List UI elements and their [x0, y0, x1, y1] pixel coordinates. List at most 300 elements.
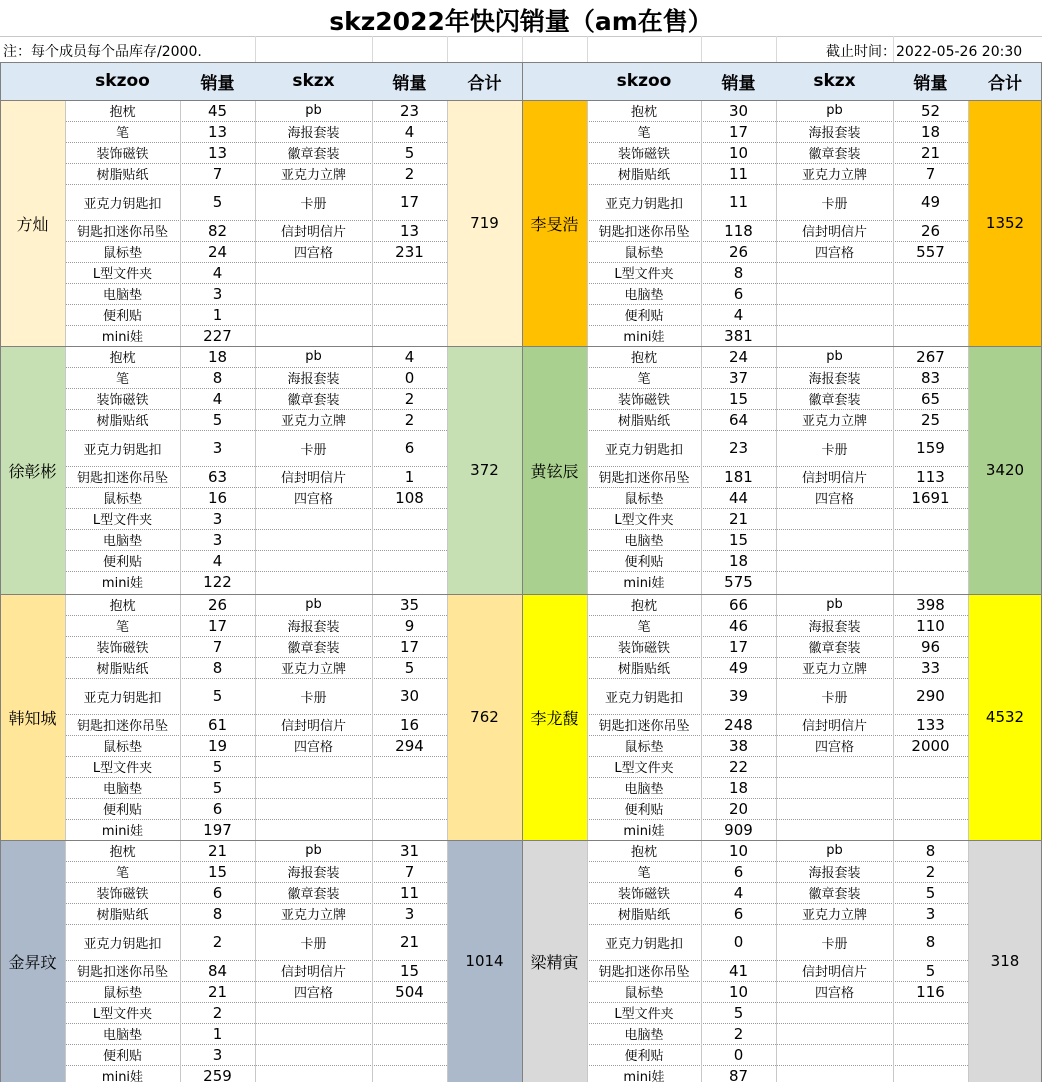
skzoo-item: L型文件夹: [614, 761, 674, 776]
column-divider: [180, 346, 181, 594]
skzoo-sales: 87: [728, 1066, 749, 1085]
skzoo-item: 笔: [637, 372, 651, 387]
column-divider: [180, 840, 181, 1082]
header-sales: 销量: [200, 73, 235, 94]
skzoo-item: 树脂贴纸: [617, 168, 670, 183]
skzoo-sales: 61: [207, 715, 228, 734]
skzoo-item: 笔: [115, 372, 129, 387]
member-name: 李龙馥: [530, 708, 579, 728]
header-sales: 销量: [392, 73, 427, 94]
skzx-item: pb: [305, 349, 322, 364]
skzoo-item: 鼠标垫: [624, 740, 664, 755]
skzoo-sales: 122: [203, 572, 232, 591]
header-top-line: [0, 62, 1042, 63]
skzoo-item: 电脑垫: [624, 782, 664, 797]
skzx-sales: 83: [920, 368, 941, 387]
skzx-sales: 557: [916, 242, 945, 261]
column-divider: [776, 100, 777, 346]
skzx-sales: 116: [916, 982, 945, 1001]
skzx-item: 卡册: [300, 690, 327, 706]
skzoo-item: 鼠标垫: [624, 492, 664, 507]
skzx-sales: 8: [925, 933, 936, 951]
column-divider: [893, 346, 894, 594]
skzx-sales: 52: [920, 101, 941, 120]
sheet-title: skz2022年快闪销量（am在售）: [329, 7, 713, 36]
column-divider: [893, 100, 894, 346]
skzoo-item: 抱枕: [109, 105, 136, 120]
column-divider: [447, 346, 448, 594]
skzoo-sales: 259: [203, 1066, 232, 1085]
member-total: 4532: [985, 708, 1025, 726]
skzoo-item: 装饰磁铁: [617, 887, 670, 902]
skzx-sales: 0: [404, 368, 415, 387]
skzoo-sales: 5: [212, 410, 223, 429]
skzoo-sales: 3: [212, 284, 223, 303]
skzoo-item: L型文件夹: [92, 267, 153, 282]
column-divider: [968, 100, 969, 346]
skzx-sales: 21: [920, 143, 941, 162]
skzx-item: 卡册: [300, 442, 327, 458]
note-text: 注：每个成员每个品库存/2000.: [3, 44, 202, 60]
note-row-divider: [447, 36, 448, 62]
header-skzx: skzx: [813, 71, 856, 91]
skzoo-item: 装饰磁铁: [96, 147, 149, 162]
column-divider: [65, 100, 66, 346]
skzoo-item: 便利贴: [624, 803, 664, 818]
skzoo-item: 抱枕: [630, 351, 657, 366]
column-divider: [701, 346, 702, 594]
skzoo-sales: 66: [728, 595, 749, 614]
skzoo-sales: 11: [728, 164, 749, 183]
skzoo-sales: 381: [724, 326, 753, 345]
skzoo-sales: 575: [724, 572, 753, 591]
skzx-sales: 1691: [911, 488, 950, 507]
block-divider: [0, 100, 1042, 101]
column-divider: [776, 594, 777, 840]
left-border: [0, 62, 1, 1082]
skzoo-item: L型文件夹: [614, 513, 674, 528]
skzoo-item: mini娃: [623, 1070, 665, 1085]
skzoo-item: 钥匙扣迷你吊坠: [76, 471, 168, 486]
skzx-sales: 26: [920, 221, 941, 240]
skzoo-item: mini娃: [623, 330, 665, 345]
skzx-item: 海报套装: [808, 620, 861, 635]
skzx-item: 卡册: [821, 442, 848, 458]
skzoo-sales: 41: [728, 961, 749, 980]
member-name: 梁精寅: [530, 952, 579, 972]
column-divider: [968, 840, 969, 1082]
member-name: 徐彰彬: [8, 461, 57, 481]
skzx-item: 四宫格: [293, 246, 333, 261]
skzoo-sales: 6: [733, 284, 744, 303]
center-divider: [522, 62, 523, 1082]
skzoo-item: 装饰磁铁: [617, 641, 670, 656]
skzoo-item: mini娃: [623, 576, 665, 591]
skzx-sales: 15: [399, 961, 420, 980]
skzoo-sales: 17: [207, 616, 228, 635]
skzoo-item: 装饰磁铁: [96, 393, 149, 408]
skzoo-sales: 2: [212, 1003, 223, 1022]
skzoo-sales: 46: [728, 616, 749, 635]
skzx-item: 海报套装: [808, 866, 861, 881]
skzx-item: 信封明信片: [280, 471, 346, 486]
skzoo-item: 电脑垫: [102, 288, 142, 303]
member-total: 372: [470, 461, 499, 479]
skzoo-sales: 18: [207, 347, 228, 366]
skzx-item: 亚克力立牌: [801, 168, 867, 183]
skzoo-item: 鼠标垫: [624, 246, 664, 261]
skzoo-item: 鼠标垫: [102, 246, 142, 261]
skzx-sales: 25: [920, 410, 941, 429]
skzx-sales: 33: [920, 658, 941, 677]
skzoo-sales: 19: [207, 736, 228, 755]
skzx-item: 四宫格: [293, 740, 333, 755]
skzx-item: pb: [826, 349, 843, 364]
skzx-sales: 23: [399, 101, 420, 120]
skzx-sales: 504: [395, 982, 424, 1001]
note-top-line: [0, 36, 1042, 37]
skzoo-sales: 8: [212, 904, 223, 923]
skzx-sales: 49: [920, 193, 941, 211]
column-divider: [776, 840, 777, 1082]
skzoo-item: 钥匙扣迷你吊坠: [76, 225, 168, 240]
skzx-item: 信封明信片: [280, 965, 346, 980]
skzoo-item: 笔: [637, 866, 651, 881]
skzx-item: 信封明信片: [280, 719, 346, 734]
skzx-item: 海报套装: [287, 126, 340, 141]
header-skzx: skzx: [292, 71, 335, 91]
skzx-item: 亚克力立牌: [801, 662, 867, 677]
skzx-item: pb: [305, 597, 322, 612]
column-divider: [255, 346, 256, 594]
skzoo-sales: 4: [212, 551, 223, 570]
skzoo-sales: 21: [207, 841, 228, 860]
skzoo-item: 抱枕: [630, 599, 657, 614]
member-total: 318: [990, 952, 1020, 970]
column-divider: [372, 346, 373, 594]
skzoo-item: 电脑垫: [102, 534, 142, 549]
skzoo-item: 便利贴: [102, 309, 142, 324]
skzoo-sales: 38: [728, 736, 749, 755]
skzx-item: 徽章套装: [808, 393, 861, 408]
column-divider: [701, 594, 702, 840]
skzx-item: 亚克力立牌: [280, 414, 346, 429]
skzoo-sales: 5: [733, 1003, 744, 1022]
skzoo-item: 树脂贴纸: [96, 662, 149, 677]
skzx-item: pb: [305, 103, 322, 118]
skzoo-sales: 63: [207, 467, 228, 486]
skzx-item: pb: [826, 843, 843, 858]
skzoo-item: mini娃: [101, 824, 144, 839]
note-row-divider: [701, 36, 702, 62]
skzx-sales: 3: [925, 904, 936, 923]
skzoo-sales: 1: [212, 1024, 223, 1043]
skzoo-sales: 5: [212, 778, 223, 797]
skzoo-sales: 13: [207, 122, 228, 141]
skzoo-item: 亚克力钥匙扣: [83, 196, 162, 212]
skzoo-sales: 227: [203, 326, 232, 345]
column-divider: [968, 346, 969, 594]
skzx-sales: 5: [404, 658, 415, 677]
skzoo-item: 亚克力钥匙扣: [83, 936, 162, 952]
skzoo-item: 笔: [115, 126, 129, 141]
skzx-sales: 9: [404, 616, 415, 635]
skzoo-sales: 64: [728, 410, 749, 429]
skzoo-sales: 4: [733, 883, 744, 902]
skzx-item: 信封明信片: [801, 225, 867, 240]
skzoo-item: 钥匙扣迷你吊坠: [598, 225, 690, 240]
member-total: 3420: [985, 461, 1025, 479]
skzx-sales: 65: [920, 389, 941, 408]
skzx-sales: 2: [404, 389, 415, 408]
note-row-divider: [372, 36, 373, 62]
skzoo-sales: 11: [728, 193, 749, 211]
skzoo-sales: 2: [212, 933, 223, 951]
skzx-sales: 159: [916, 439, 945, 457]
note-row-divider: [776, 36, 777, 62]
skzx-item: 徽章套装: [287, 641, 340, 656]
header-skzoo: skzoo: [95, 71, 150, 91]
skzoo-sales: 7: [212, 637, 223, 656]
skzoo-sales: 8: [212, 658, 223, 677]
skzx-item: 海报套装: [287, 372, 340, 387]
skzoo-item: 树脂贴纸: [617, 414, 670, 429]
skzx-item: 徽章套装: [287, 393, 340, 408]
skzx-item: 四宫格: [814, 246, 854, 261]
skzx-sales: 16: [399, 715, 420, 734]
skzx-item: 徽章套装: [808, 887, 861, 902]
skzoo-sales: 10: [728, 841, 749, 860]
skzoo-item: 便利贴: [102, 1049, 142, 1064]
skzoo-item: L型文件夹: [614, 267, 674, 282]
skzoo-item: 便利贴: [624, 1049, 664, 1064]
skzoo-sales: 4: [212, 263, 223, 282]
skzoo-item: 亚克力钥匙扣: [604, 690, 683, 706]
skzoo-sales: 21: [207, 982, 228, 1001]
skzoo-sales: 26: [207, 595, 228, 614]
skzoo-item: 钥匙扣迷你吊坠: [598, 471, 690, 486]
skzoo-sales: 49: [728, 658, 749, 677]
skzx-sales: 231: [395, 242, 424, 261]
skzoo-item: 钥匙扣迷你吊坠: [598, 719, 690, 734]
skzoo-item: L型文件夹: [92, 513, 153, 528]
skzoo-sales: 26: [728, 242, 749, 261]
header-total: 合计: [988, 73, 1022, 94]
skzx-item: 徽章套装: [808, 641, 861, 656]
column-divider: [255, 840, 256, 1082]
column-divider: [587, 840, 588, 1082]
block-divider: [0, 594, 1042, 595]
skzx-sales: 110: [916, 616, 945, 635]
skzx-item: 海报套装: [287, 866, 340, 881]
skzoo-item: 鼠标垫: [102, 492, 142, 507]
skzoo-sales: 17: [728, 637, 749, 656]
skzoo-item: 树脂贴纸: [96, 414, 149, 429]
note-row-divider: [587, 36, 588, 62]
skzoo-item: 便利贴: [102, 555, 142, 570]
column-divider: [701, 100, 702, 346]
skzoo-item: 笔: [637, 126, 651, 141]
skzoo-item: 装饰磁铁: [617, 393, 670, 408]
skzx-item: 四宫格: [814, 740, 854, 755]
skzx-item: 四宫格: [814, 986, 854, 1001]
skzoo-sales: 8: [733, 263, 744, 282]
skzoo-sales: 37: [728, 368, 749, 387]
skzoo-item: 电脑垫: [624, 534, 664, 549]
note-row-divider: [255, 36, 256, 62]
note-row-divider: [522, 36, 523, 62]
skzx-item: 卡册: [821, 196, 848, 212]
skzx-sales: 290: [916, 687, 945, 705]
skzoo-sales: 21: [728, 509, 749, 528]
skzx-sales: 7: [404, 862, 415, 881]
skzoo-sales: 30: [728, 101, 749, 120]
skzoo-item: 装饰磁铁: [617, 147, 670, 162]
skzoo-item: 抱枕: [109, 599, 136, 614]
skzoo-sales: 0: [733, 1045, 744, 1064]
skzoo-item: 树脂贴纸: [96, 908, 149, 923]
skzoo-item: 钥匙扣迷你吊坠: [598, 965, 690, 980]
skzoo-item: 鼠标垫: [102, 986, 142, 1001]
skzoo-item: 便利贴: [624, 555, 664, 570]
skzoo-item: 笔: [637, 620, 651, 635]
skzx-sales: 3: [404, 904, 415, 923]
cutoff-value: 2022-05-26 20:30: [896, 44, 1023, 60]
skzx-sales: 133: [916, 715, 945, 734]
column-divider: [65, 594, 66, 840]
skzoo-item: 笔: [115, 866, 129, 881]
skzoo-sales: 15: [207, 862, 228, 881]
skzoo-item: 钥匙扣迷你吊坠: [76, 719, 168, 734]
skzoo-item: 抱枕: [630, 105, 657, 120]
skzoo-item: 电脑垫: [102, 782, 142, 797]
skzoo-item: 树脂贴纸: [96, 168, 149, 183]
skzx-item: 卡册: [300, 936, 327, 952]
skzx-item: 亚克力立牌: [280, 662, 346, 677]
member-name: 韩知城: [8, 708, 57, 728]
skzx-item: 信封明信片: [801, 719, 867, 734]
skzoo-sales: 3: [212, 530, 223, 549]
skzx-item: 海报套装: [287, 620, 340, 635]
skzx-item: 四宫格: [814, 492, 854, 507]
column-divider: [372, 594, 373, 840]
skzx-item: 信封明信片: [801, 965, 867, 980]
skzoo-sales: 4: [212, 389, 223, 408]
skzoo-item: 鼠标垫: [624, 986, 664, 1001]
skzoo-sales: 17: [728, 122, 749, 141]
column-divider: [587, 594, 588, 840]
member-name: 方灿: [16, 214, 49, 234]
skzoo-sales: 20: [728, 799, 749, 818]
skzx-sales: 18: [920, 122, 941, 141]
skzoo-sales: 3: [212, 439, 223, 457]
skzoo-sales: 44: [728, 488, 749, 507]
skzoo-item: 抱枕: [109, 351, 136, 366]
column-divider: [65, 346, 66, 594]
skzoo-sales: 10: [728, 982, 749, 1001]
skzoo-sales: 45: [207, 101, 228, 120]
skzx-sales: 267: [916, 347, 945, 366]
skzoo-item: 树脂贴纸: [617, 908, 670, 923]
skzoo-sales: 84: [207, 961, 228, 980]
header-sales: 销量: [721, 73, 756, 94]
skzx-item: 徽章套装: [808, 147, 861, 162]
member-name: 金昇玟: [8, 952, 57, 972]
column-divider: [65, 840, 66, 1082]
skzx-sales: 2: [404, 164, 415, 183]
skzx-sales: 5: [404, 143, 415, 162]
skzx-item: 信封明信片: [801, 471, 867, 486]
block-divider: [0, 840, 1042, 841]
skzoo-item: mini娃: [101, 330, 144, 345]
member-total: 719: [470, 214, 499, 232]
skzoo-item: 电脑垫: [102, 1028, 142, 1043]
cutoff-label: [826, 41, 1022, 61]
skzx-item: 徽章套装: [287, 147, 340, 162]
column-divider: [447, 594, 448, 840]
skzx-item: 四宫格: [293, 986, 333, 1001]
note-row-divider: [893, 36, 894, 62]
column-divider: [180, 594, 181, 840]
header-total: 合计: [467, 73, 502, 94]
column-divider: [372, 840, 373, 1082]
skzoo-sales: 22: [728, 757, 749, 776]
member-name: 李旻浩: [530, 214, 579, 234]
skzoo-sales: 6: [733, 904, 744, 923]
header-sales: 销量: [913, 73, 948, 94]
column-divider: [701, 840, 702, 1082]
skzoo-sales: 0: [733, 933, 744, 951]
skzoo-sales: 197: [203, 820, 232, 839]
member-name: 黄铉辰: [530, 461, 579, 481]
column-divider: [255, 594, 256, 840]
skzoo-sales: 18: [728, 551, 749, 570]
skzoo-sales: 10: [728, 143, 749, 162]
skzoo-sales: 16: [207, 488, 228, 507]
skzoo-sales: 82: [207, 221, 228, 240]
skzoo-sales: 13: [207, 143, 228, 162]
skzx-sales: 113: [916, 467, 945, 486]
skzoo-sales: 24: [207, 242, 228, 261]
skzx-item: pb: [826, 597, 843, 612]
skzx-sales: 35: [399, 595, 420, 614]
skzoo-item: 亚克力钥匙扣: [83, 442, 162, 458]
skzoo-sales: 5: [212, 193, 223, 211]
skzx-item: 四宫格: [293, 492, 333, 507]
skzoo-sales: 6: [733, 862, 744, 881]
skzx-item: pb: [826, 103, 843, 118]
skzoo-sales: 39: [728, 687, 749, 705]
skzx-sales: 1: [404, 467, 415, 486]
skzoo-sales: 15: [728, 389, 749, 408]
skzx-item: 卡册: [821, 690, 848, 706]
skzoo-sales: 3: [212, 1045, 223, 1064]
skzx-sales: 17: [399, 637, 420, 656]
skzx-item: 徽章套装: [287, 887, 340, 902]
skzoo-sales: 15: [728, 530, 749, 549]
skzoo-sales: 909: [724, 820, 753, 839]
skzoo-sales: 23: [728, 439, 749, 457]
skzoo-item: 装饰磁铁: [96, 887, 149, 902]
skzx-sales: 5: [925, 961, 936, 980]
skzoo-item: 树脂贴纸: [617, 662, 670, 677]
skzoo-sales: 4: [733, 305, 744, 324]
skzx-item: 卡册: [300, 196, 327, 212]
skzx-item: 海报套装: [808, 126, 861, 141]
member-total: 762: [470, 708, 499, 726]
skzx-item: 亚克力立牌: [280, 908, 346, 923]
member-total: 1014: [465, 952, 504, 970]
